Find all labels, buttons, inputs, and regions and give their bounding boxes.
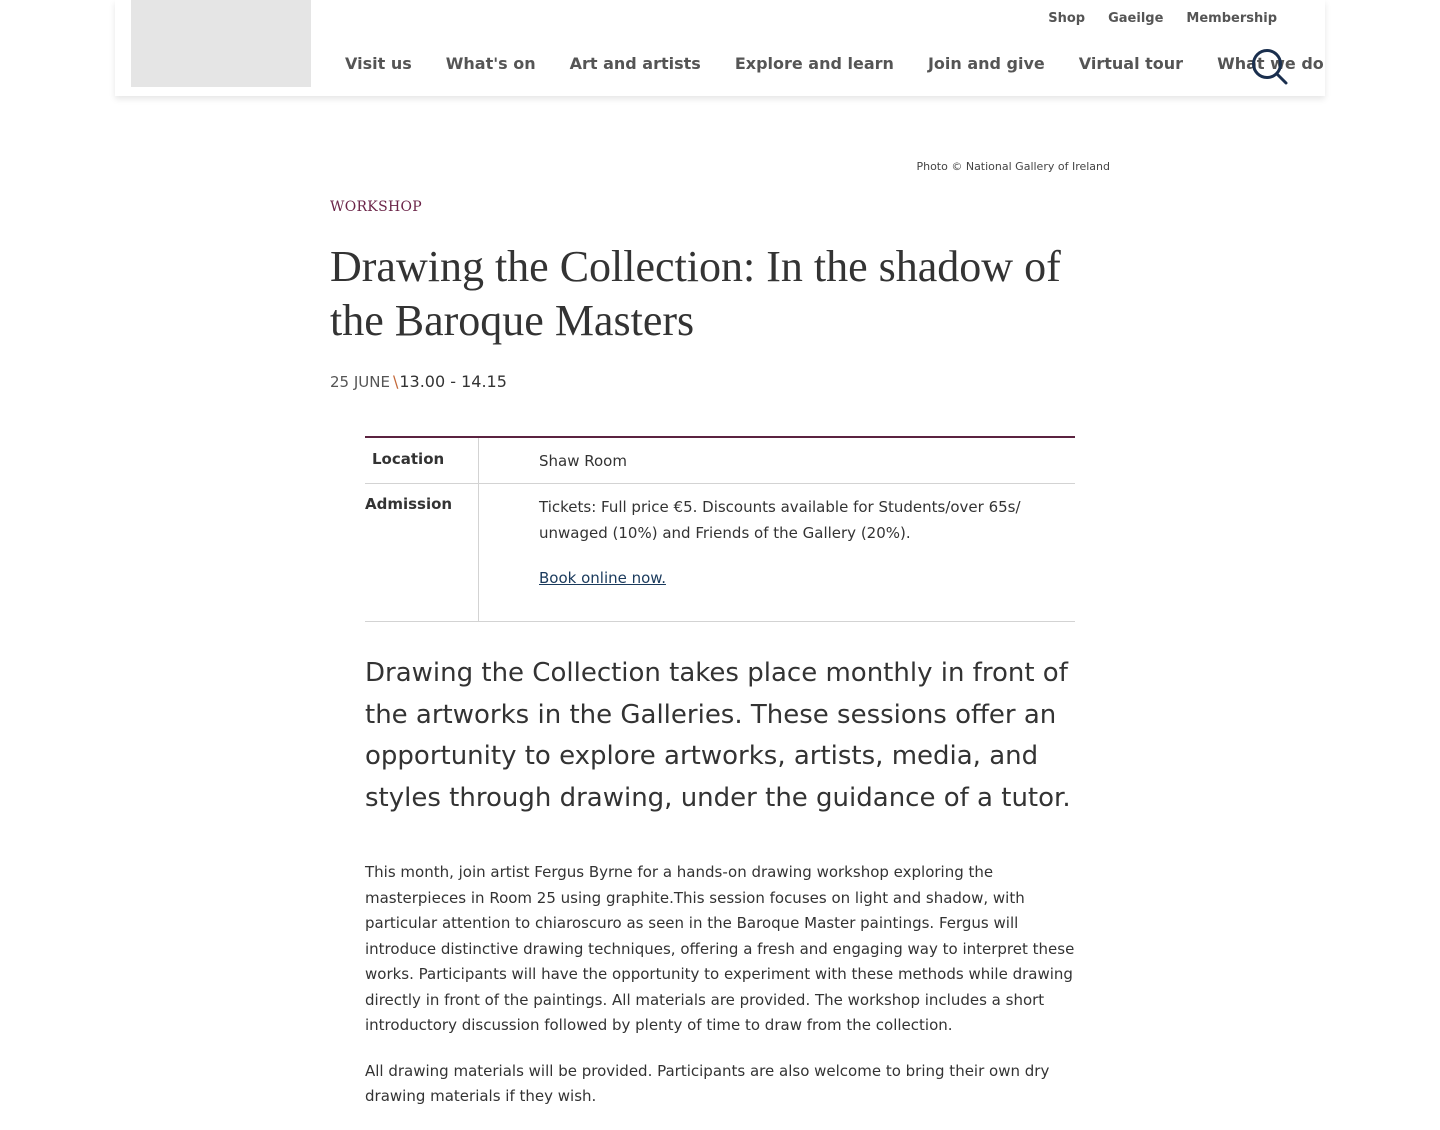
nav-item-explore-and-learn[interactable]: Explore and learn	[734, 54, 894, 73]
details-row-location	[365, 438, 1075, 484]
details-row-admission	[365, 484, 1075, 622]
photo-credit: Photo © National Gallery of Ireland	[916, 160, 1110, 173]
body-paragraph: All drawing materials will be provided. Participants are also welcome to bring their own dry drawing materials if they wish.	[365, 1061, 1050, 1105]
site-header	[115, 0, 1325, 96]
nav-item-join-and-give[interactable]: Join and give	[927, 54, 1045, 73]
main-nav	[345, 54, 1324, 73]
nav-item-art-and-artists[interactable]: Art and artists	[569, 54, 701, 73]
admission-label: Admission	[365, 484, 479, 621]
event-category: WORKSHOP	[330, 199, 422, 215]
lead-paragraph: Drawing the Collection takes place monthly in front of the artworks in the Galleries. These sessions offer an opportunity to explore artworks, artists, media, and styles through drawing, under the guidance of a tutor.	[365, 658, 1071, 813]
date-separator: \	[392, 372, 399, 391]
nav-item-what-we-do[interactable]: What we do	[1217, 54, 1324, 73]
event-datetime	[330, 372, 507, 391]
site-logo[interactable]	[131, 0, 311, 87]
location-label: Location	[365, 438, 479, 483]
utility-nav	[1048, 11, 1277, 26]
utility-link-shop[interactable]: Shop	[1048, 11, 1086, 26]
location-value: Shaw Room	[539, 452, 627, 470]
book-online-link[interactable]: Book online now.	[539, 569, 666, 587]
body-paragraph: This month, join artist Fergus Byrne for a hands-on drawing workshop exploring the masterpieces in Room 25 using graphite.This session focuses on light and shadow, with particular attention to chiaroscuro as seen in the Baroque Master paintings. Fergus will introduce distinctive drawing techniques, offering a fresh and engaging way to interpret these works. Participants will have the opportunity to experiment with these methods while drawing directly in front of the paintings. All materials are provided. The workshop includes a short introductory discussion followed by plenty of time to draw from the collection.	[365, 863, 1075, 1034]
search-icon	[1251, 48, 1289, 86]
event-time: 13.00 - 14.15	[399, 372, 507, 391]
utility-link-membership[interactable]: Membership	[1186, 11, 1277, 26]
search-button[interactable]	[1251, 48, 1289, 86]
nav-item-whats-on[interactable]: What's on	[445, 54, 536, 73]
event-details-table	[365, 436, 1075, 622]
admission-value-cell	[479, 484, 1075, 621]
nav-item-visit-us[interactable]: Visit us	[345, 54, 412, 73]
body-text	[365, 860, 1077, 1130]
utility-link-gaeilge[interactable]: Gaeilge	[1108, 11, 1164, 26]
page-title: Drawing the Collection: In the shadow of the Baroque Masters	[330, 242, 1061, 345]
event-date: 25 JUNE	[330, 372, 390, 391]
nav-item-virtual-tour[interactable]: Virtual tour	[1078, 54, 1184, 73]
admission-value: Tickets: Full price €5. Discounts available for Students/over 65s/ unwaged (10%) and Friends of the Gallery (20%).	[539, 498, 1021, 542]
